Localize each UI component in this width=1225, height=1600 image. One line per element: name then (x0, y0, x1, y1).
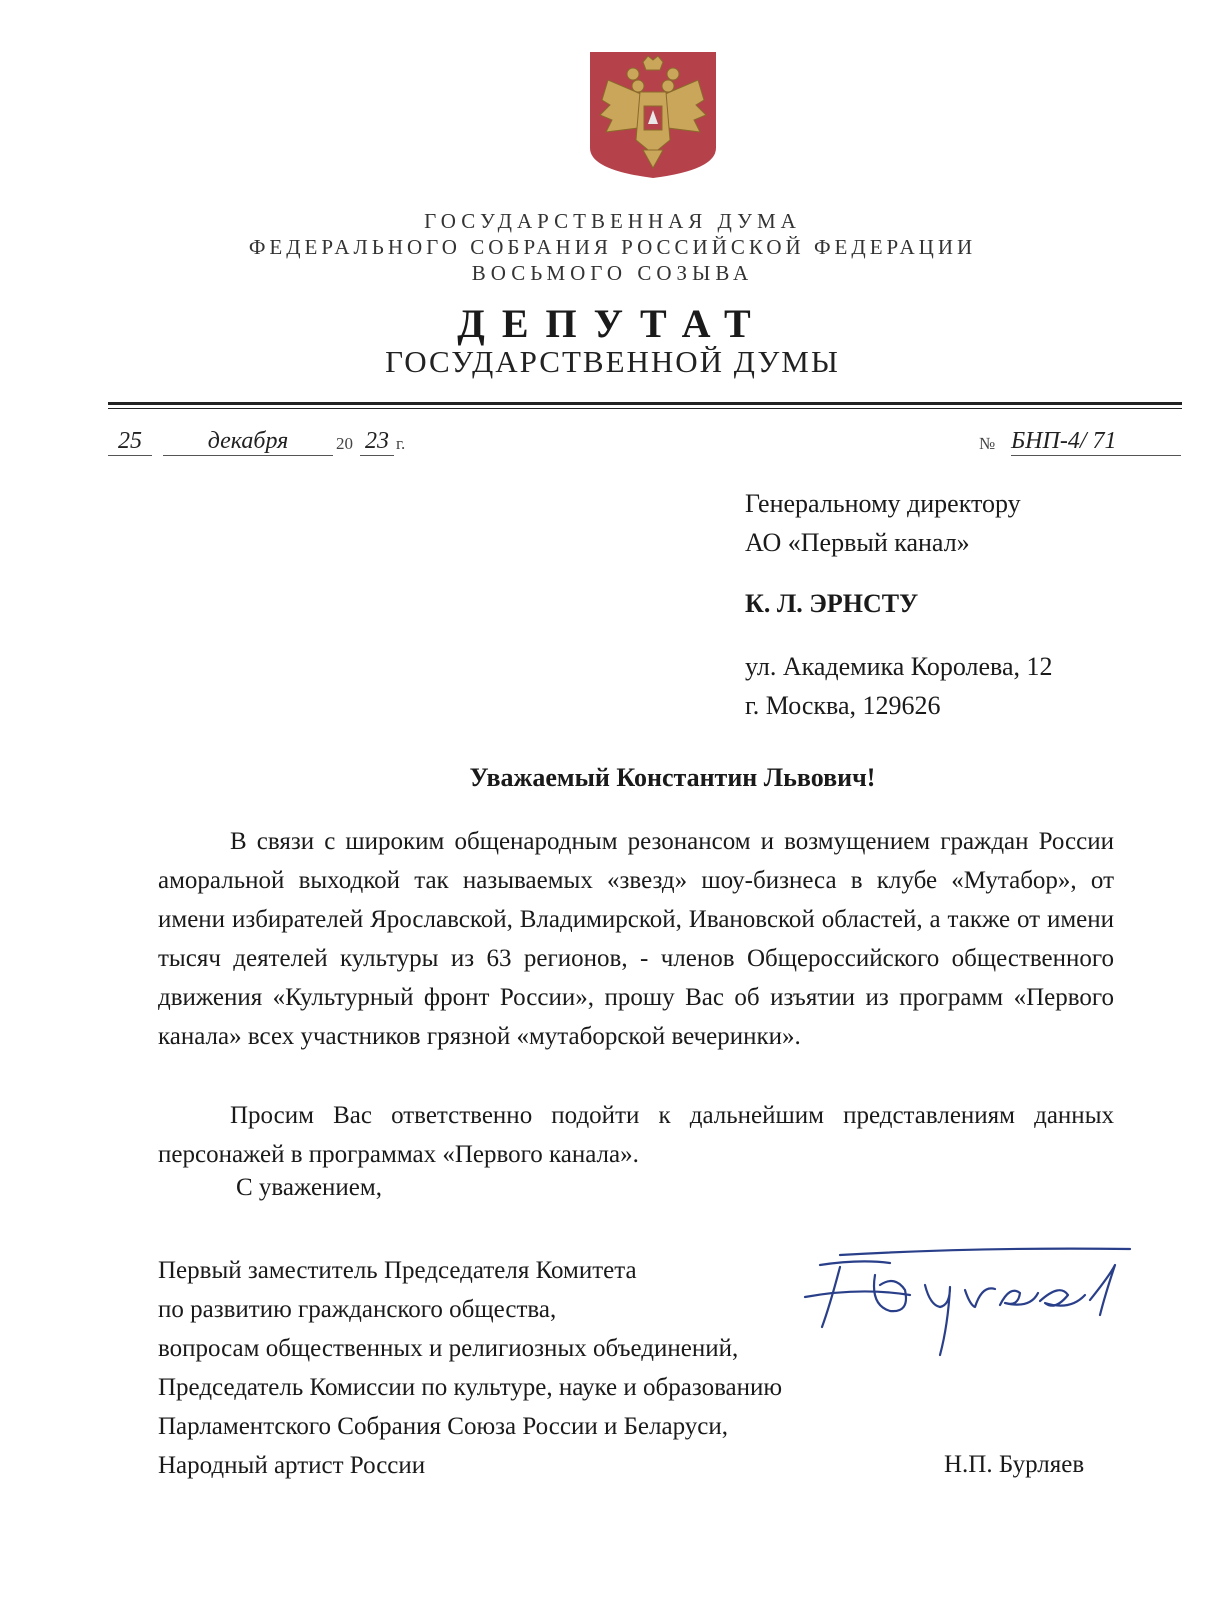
signer-title-line-1: Первый заместитель Председателя Комитета (158, 1257, 637, 1284)
date-year-prefix: 20 (336, 434, 353, 453)
signer-title-line-3: вопросам общественных и религиозных объединений, (158, 1335, 739, 1362)
body-paragraph-1: В связи с широким общенародным резонансом и возмущением граждан России аморальной выходкой так называемых «звезд» шоу-бизнеса в клубе «Мутабор», от имени избирателей Ярославской, Владимирской, Ивановской областей, а также от имени тысяч деятелей культуры из 63 регионов, - членов Общероссийского общественного движения «Культурный фронт России», прошу Вас об изъятии из программ «Первого канала» всех участников грязной «мутаборской вечеринки». (158, 828, 1114, 1050)
header-rule-thin (108, 408, 1182, 409)
handwritten-signature-icon (800, 1245, 1140, 1365)
signer-title-line-4: Председатель Комиссии по культуре, науке и образованию (158, 1374, 783, 1401)
signer-name: Н.П. Бурляев (944, 1451, 1085, 1478)
date-year-suffix: г. (396, 434, 406, 453)
closing: С уважением, (236, 1174, 382, 1201)
number-sign: № (979, 434, 996, 453)
letterhead-line-2: ФЕДЕРАЛЬНОГО СОБРАНИЯ РОССИЙСКОЙ ФЕДЕРАЦИИ (248, 235, 977, 259)
recipient-name: К. Л. ЭРНСТУ (745, 589, 919, 618)
signer-title-line-5: Парламентского Собрания Союза России и Беларуси, (158, 1413, 728, 1440)
header-rule-thick (108, 402, 1182, 405)
recipient-position: Генеральному директору (745, 489, 1021, 518)
letterhead-line-3: ВОСЬМОГО СОЗЫВА (471, 261, 754, 285)
signer-title-line-6: Народный артист России (158, 1452, 426, 1479)
coat-of-arms-icon (588, 50, 718, 180)
date-year: 23 (360, 428, 394, 456)
deputy-title: ДЕПУТАТ (457, 301, 768, 346)
document-number: БНП-4/ 71 (1011, 428, 1181, 456)
recipient-company: АО «Первый канал» (745, 528, 970, 557)
letterhead-line-1: ГОСУДАРСТВЕННАЯ ДУМА (424, 209, 801, 233)
date-month: декабря (163, 428, 333, 456)
body-paragraph-2: Просим Вас ответственно подойти к дальнейшим представлениям данных персонажей в программах «Первого канала». (158, 1102, 1114, 1168)
recipient-street: ул. Академика Королева, 12 (745, 652, 1053, 681)
signer-title-line-2: по развитию гражданского общества, (158, 1296, 557, 1323)
deputy-subtitle: ГОСУДАРСТВЕННОЙ ДУМЫ (385, 344, 840, 379)
greeting: Уважаемый Константин Львович! (469, 763, 876, 792)
recipient-city: г. Москва, 129626 (745, 691, 941, 720)
date-day: 25 (108, 428, 152, 456)
